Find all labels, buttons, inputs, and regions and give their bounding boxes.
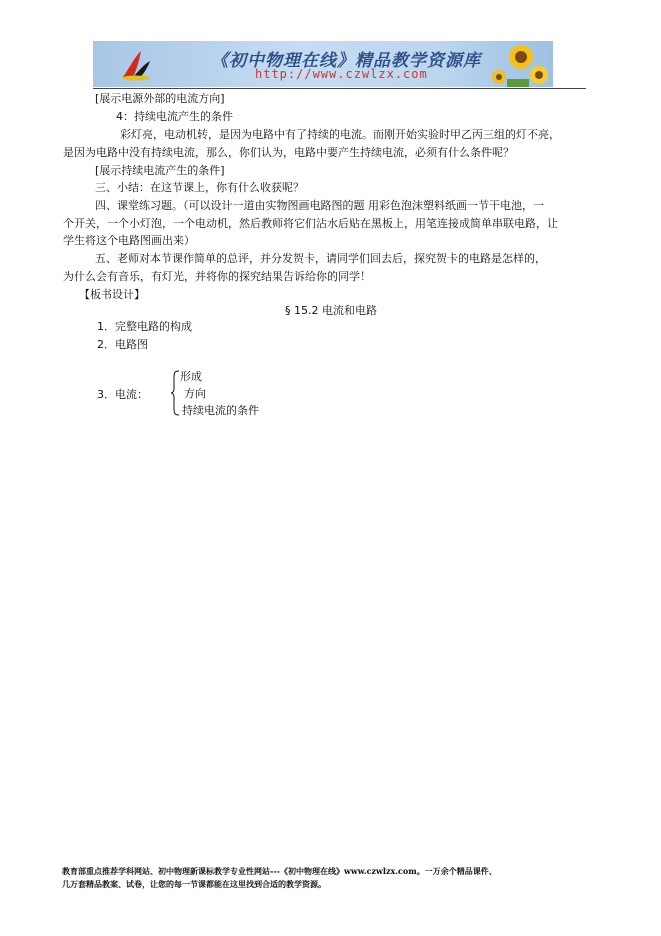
curly-brace-icon <box>170 370 180 416</box>
text-line: [展示电源外部的电流方向] <box>95 92 225 105</box>
banner-url: http://www.czwlzx.com <box>255 67 428 81</box>
board-subitem: 方向 <box>184 387 206 400</box>
text-line: 为什么会有音乐，有灯光，并将你的探究结果告诉给你的同学！ <box>63 270 371 283</box>
header-banner <box>93 41 553 87</box>
board-item: 3．电流： <box>97 388 148 401</box>
sunflower-icon <box>477 41 549 87</box>
text-line: 是因为电路中没有持续电流，那么，你们认为，电路中要产生持续电流，必须有什么条件呢？ <box>63 146 514 159</box>
text-line: 五、老师对本节课作简单的总评，并分发贺卡，请同学们回去后，探究贺卡的电路是怎样的， <box>95 252 546 265</box>
board-section-title: § 15.2 电流和电路 <box>285 304 377 317</box>
banner-title: 《初中物理在线》精品教学资源库 <box>211 51 481 71</box>
site-logo-icon <box>119 47 153 81</box>
board-subitem: 形成 <box>180 370 202 383</box>
header-rule <box>93 88 586 89</box>
board-heading: 【板书设计】 <box>79 288 145 301</box>
board-item: 2．电路图 <box>97 338 148 351</box>
text-line: 三、小结：在这节课上，你有什么收获呢？ <box>95 181 304 194</box>
footer-line: 几万套精品教案、试卷，让您的每一节课都能在这里找到合适的教学资源。 <box>62 879 326 889</box>
board-item: 1．完整电路的构成 <box>97 320 192 333</box>
board-subitem: 持续电流的条件 <box>182 404 259 417</box>
text-line: 4：持续电流产生的条件 <box>116 110 233 123</box>
text-line: 个开关，一个小灯泡，一个电动机，然后教师将它们沾水后贴在黑板上，用笔连接成简单串联电路，让 <box>63 217 558 230</box>
text-line: 四、课堂练习题。（可以设计一道由实物图画电路图的题 用彩色泡沫塑料纸画一节干电池，一 <box>95 199 544 212</box>
text-line: 彩灯亮，电动机转，是因为电路中有了持续的电流。而刚开始实验时甲乙丙三组的灯不亮， <box>120 128 560 141</box>
footer-line: 教育部重点推荐学科网站、初中物理新课标教学专业性网站---《初中物理在线》www.czwlzx.com。一万余个精品课件、 <box>62 866 497 876</box>
text-line: [展示持续电流产生的条件] <box>95 164 225 177</box>
text-line: 学生将这个电路图画出来） <box>63 234 195 247</box>
